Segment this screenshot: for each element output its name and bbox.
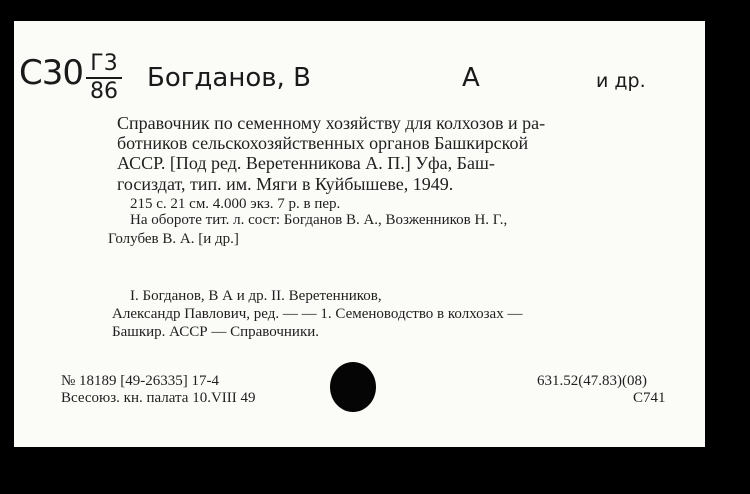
chamber-date: Всесоюз. кн. палата 10.VIII 49 [61,390,256,406]
handwritten-letter-a: А [462,63,480,93]
fraction-numerator: Г3 [90,51,118,76]
punch-hole [330,362,376,412]
handwritten-and-others: и др. [596,70,646,92]
tracing-line-1: I. Богданов, В А и др. II. Веретенников, [130,288,382,304]
tracing-line-2: Александр Павлович, ред. — — 1. Семеноводство в колхозах — [112,306,523,322]
body-line-2: ботников сельскохозяйственных органов Башкирской [117,133,529,153]
shelf-fraction [84,53,124,103]
author-mark: С741 [633,390,666,406]
body-line-4: госиздат, тип. им. Мяги в Куйбышеве, 1949. [117,174,454,194]
shelfmark: С30 [19,53,84,93]
udc-classification: 631.52(47.83)(08) [537,373,647,389]
handwritten-author: Богданов, В [147,63,311,93]
body-line-7: Голубев В. А. [и др.] [108,231,239,247]
fraction-denominator: 86 [90,79,118,104]
body-line-1: Справочник по семенному хозяйству для колхозов и ра- [117,113,546,133]
body-line-6: На обороте тит. л. сост: Богданов В. А., Возженников Н. Г., [130,212,508,228]
body-line-3: АССР. [Под ред. Веретенникова А. П.] Уфа, Баш- [117,153,495,173]
record-number: № 18189 [49-26335] 17-4 [61,373,220,389]
tracing-line-3: Башкир. АССР — Справочники. [112,324,320,340]
body-line-5: 215 с. 21 см. 4.000 экз. 7 р. в пер. [130,196,341,212]
